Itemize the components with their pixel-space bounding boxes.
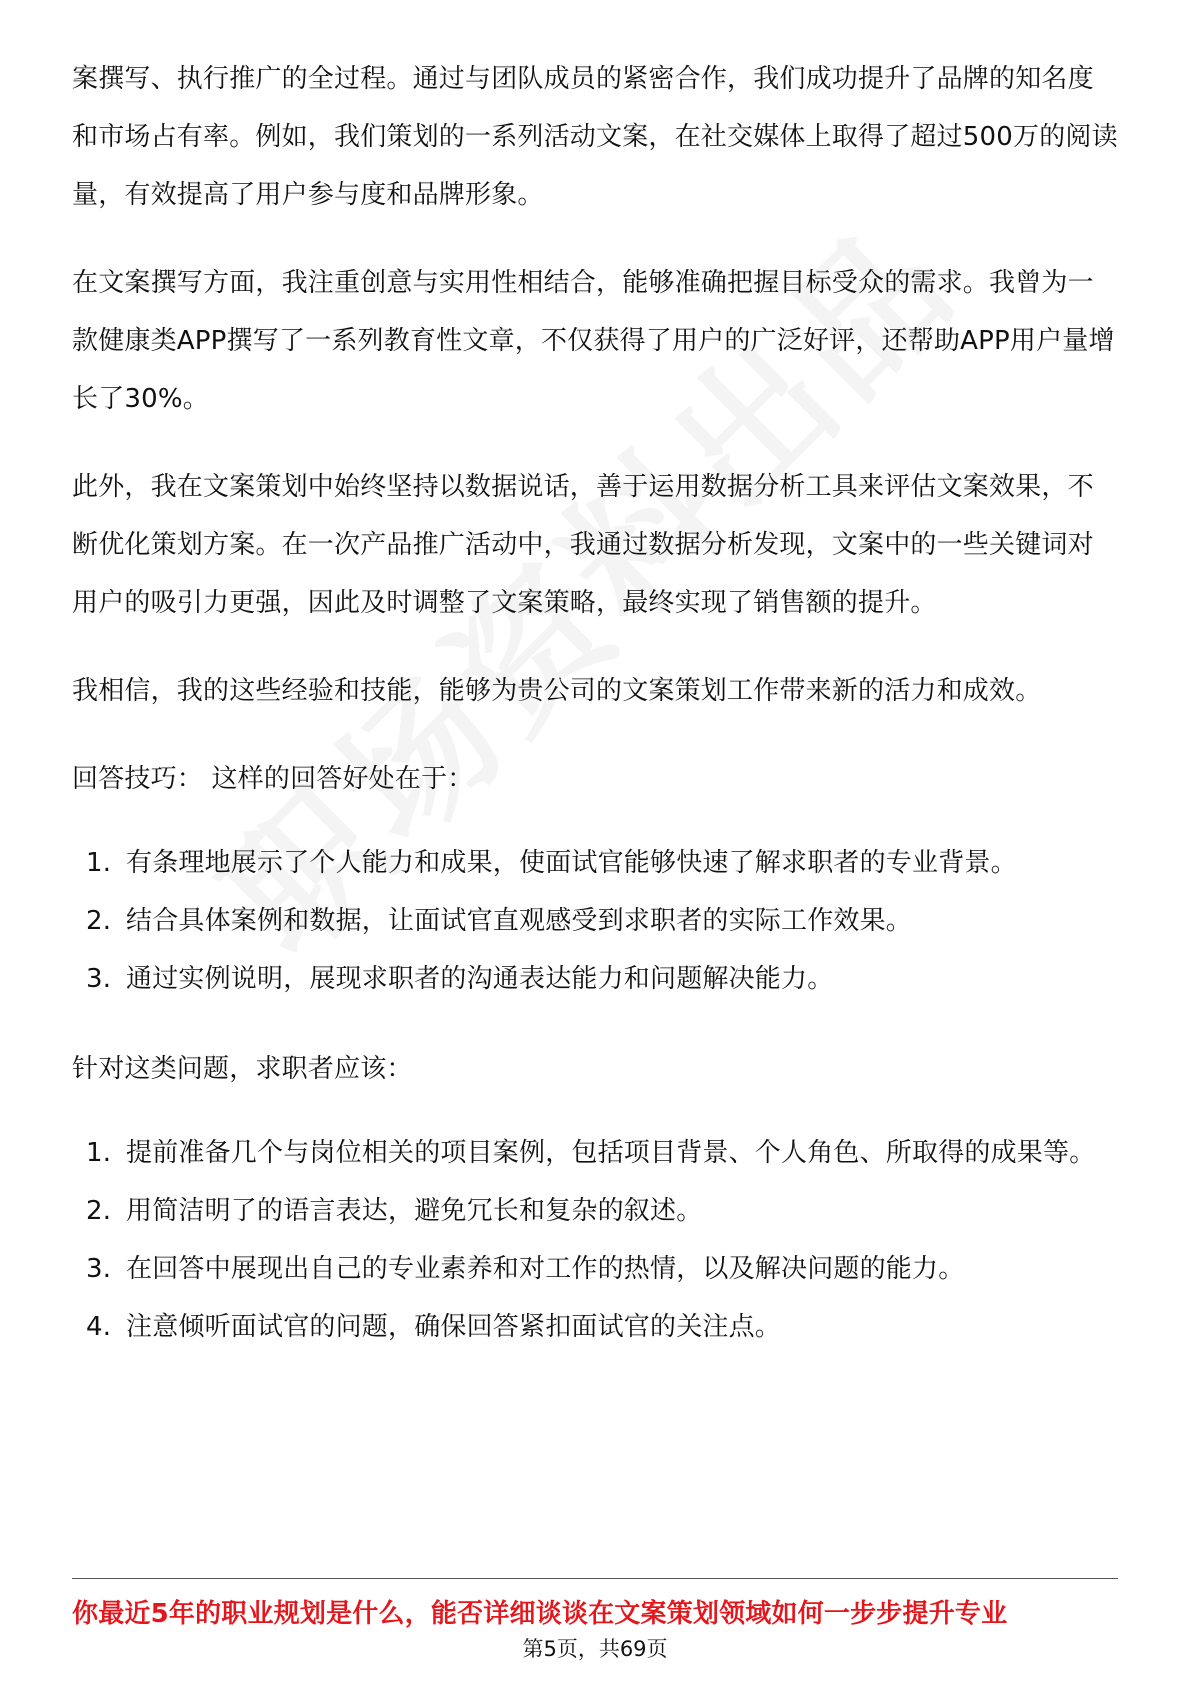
- list-number: 3.: [86, 1254, 112, 1284]
- list-item: [72, 1298, 1118, 1356]
- list-number: 3.: [86, 964, 112, 994]
- tips-list: [72, 834, 1118, 1008]
- list-item-text: 用简洁明了的语言表达，避免冗长和复杂的叙述。: [126, 1196, 703, 1226]
- list-item: [72, 1124, 1118, 1182]
- list-item: [72, 892, 1118, 950]
- list-item-text: 有条理地展示了个人能力和成果，使面试官能够快速了解求职者的专业背景。: [126, 848, 1017, 878]
- list-number: 1.: [86, 1138, 112, 1168]
- paragraph-experience: 案撰写、执行推广的全过程。通过与团队成员的紧密合作，我们成功提升了品牌的知名度和市场占有率。例如，我们策划的一系列活动文案，在社交媒体上取得了超过500万的阅读量，有效提高了用户参与度和品牌形象。: [72, 64, 1118, 210]
- list-item: [72, 834, 1118, 892]
- paragraph-copywriting: 在文案撰写方面，我注重创意与实用性相结合，能够准确把握目标受众的需求。我曾为一款健康类APP撰写了一系列教育性文章，不仅获得了用户的广泛好评，还帮助APP用户量增长了30%。: [72, 268, 1115, 414]
- advice-heading: 针对这类问题，求职者应该：: [72, 1054, 413, 1084]
- list-item-text: 在回答中展现出自己的专业素养和对工作的热情，以及解决问题的能力。: [126, 1254, 965, 1284]
- list-item-text: 通过实例说明，展现求职者的沟通表达能力和问题解决能力。: [126, 964, 834, 994]
- page-number: 第5页，共69页: [522, 1637, 668, 1661]
- list-item: [72, 1182, 1118, 1240]
- next-question-teaser: 你最近5年的职业规划是什么，能否详细谈谈在文案策划领域如何一步步提升专业: [72, 1599, 1008, 1629]
- tips-heading: 回答技巧： 这样的回答好处在于：: [72, 764, 474, 794]
- list-number: 2.: [86, 906, 112, 936]
- list-item: [72, 1240, 1118, 1298]
- page-content: [72, 50, 1118, 1388]
- advice-list: [72, 1124, 1118, 1356]
- list-item-text: 结合具体案例和数据，让面试官直观感受到求职者的实际工作效果。: [126, 906, 913, 936]
- footer-divider: [72, 1578, 1118, 1579]
- list-number: 2.: [86, 1196, 112, 1226]
- list-item: [72, 950, 1118, 1008]
- paragraph-data-driven: 此外，我在文案策划中始终坚持以数据说话，善于运用数据分析工具来评估文案效果，不断优化策划方案。在一次产品推广活动中，我通过数据分析发现，文案中的一些关键词对用户的吸引力更强，因此及时调整了文案策略，最终实现了销售额的提升。: [72, 472, 1094, 618]
- list-number: 4.: [86, 1312, 112, 1342]
- list-item-text: 提前准备几个与岗位相关的项目案例，包括项目背景、个人角色、所取得的成果等。: [126, 1138, 1096, 1168]
- list-item-text: 注意倾听面试官的问题，确保回答紧扣面试官的关注点。: [126, 1312, 782, 1342]
- paragraph-closing: 我相信，我的这些经验和技能，能够为贵公司的文案策划工作带来新的活力和成效。: [72, 676, 1042, 706]
- list-number: 1.: [86, 848, 112, 878]
